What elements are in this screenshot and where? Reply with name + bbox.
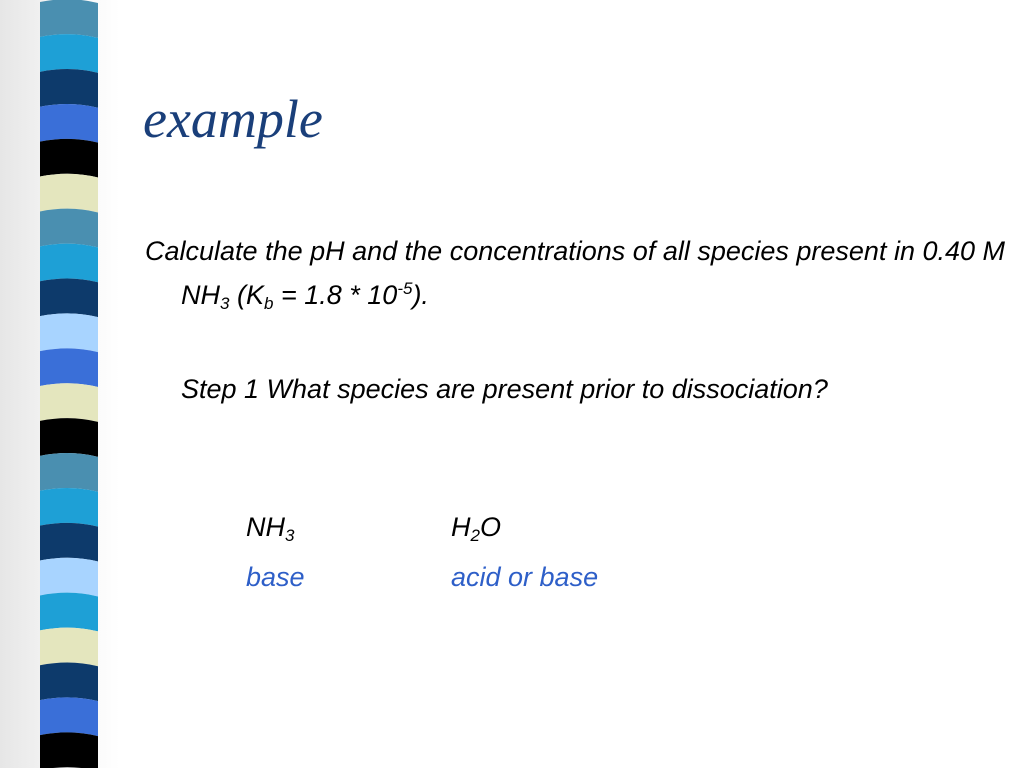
species-role-h2o: acid or base — [451, 562, 599, 592]
formula-subscript: 3 — [285, 526, 295, 545]
color-band — [40, 104, 98, 143]
color-band — [40, 558, 98, 597]
color-band — [40, 34, 98, 73]
question-text-1: Calculate the pH and the concentrations of all species present in 0.40 M NH — [145, 236, 1006, 310]
color-band — [40, 732, 98, 768]
formula-main: H — [451, 512, 471, 542]
step-1-text: Step 1 What species are present prior to dissociation? — [181, 374, 828, 404]
question-text-4: ). — [412, 280, 429, 310]
slide-title: example — [143, 89, 323, 149]
color-band — [40, 0, 98, 38]
color-band — [40, 209, 98, 248]
formula-subscript: 2 — [470, 526, 480, 545]
formula-main: NH — [246, 512, 285, 542]
decorative-color-bands — [0, 0, 120, 768]
color-band — [40, 523, 98, 562]
color-band — [40, 663, 98, 702]
question-sup-exponent: -5 — [397, 279, 413, 298]
color-band — [40, 139, 98, 178]
color-band — [40, 628, 98, 667]
color-band — [40, 383, 98, 422]
species-formula-h2o — [451, 508, 501, 555]
color-band — [40, 279, 98, 318]
color-band — [40, 697, 98, 736]
species-formula-nh3 — [246, 508, 294, 555]
formula-suffix: O — [479, 512, 501, 542]
color-band — [40, 453, 98, 492]
question-paragraph — [145, 232, 1021, 323]
question-text-3: = 1.8 * 10 — [273, 280, 398, 310]
color-band — [40, 69, 98, 108]
color-band — [40, 593, 98, 632]
question-sub-b: b — [263, 294, 274, 313]
color-band — [40, 313, 98, 352]
color-band — [40, 348, 98, 387]
question-sub-3: 3 — [220, 294, 230, 313]
question-text-2: (K — [229, 280, 264, 310]
color-band — [40, 488, 98, 527]
color-band — [40, 174, 98, 213]
species-role-nh3: base — [246, 562, 305, 592]
color-band — [40, 418, 98, 457]
color-band — [40, 244, 98, 283]
